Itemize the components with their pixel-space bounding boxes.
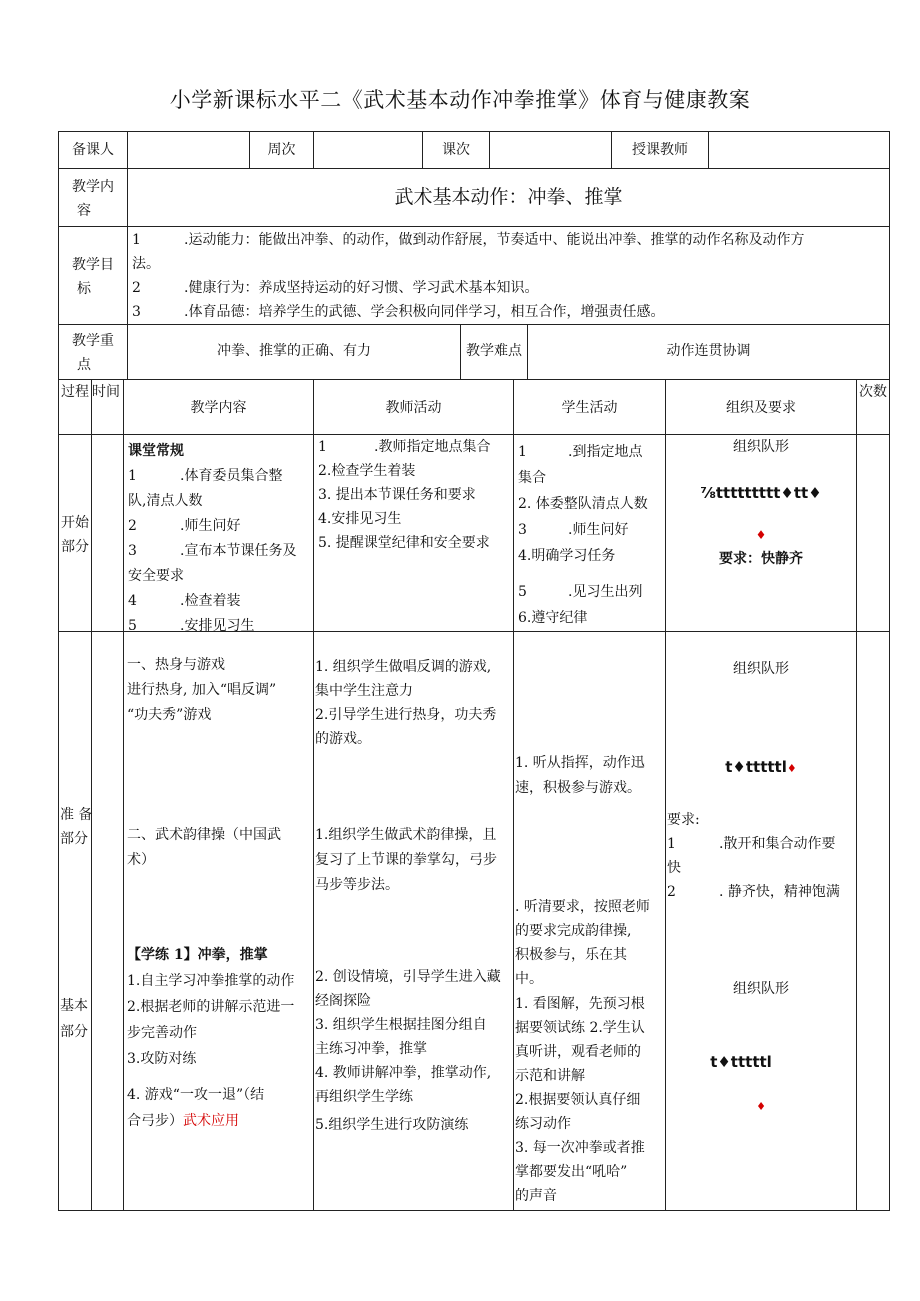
basic-content-title: 【学练 1】冲拳，推掌 — [127, 947, 268, 963]
goal-item: 2 .健康行为：养成坚持运动的好习惯、学习武术基本知识。 — [132, 280, 539, 296]
text-line: 3. 每一次冲拳或者推 — [515, 1140, 645, 1156]
list-item: 5 .安排见习生 — [128, 618, 255, 634]
text-line: 集中学生注意力 — [315, 683, 413, 699]
key-label-line-1: 教学重 — [72, 333, 114, 349]
text-line: 的游戏。 — [315, 731, 371, 747]
text-line: 积极参与，乐在其 — [515, 947, 627, 963]
basic-label-1: 基本 — [60, 998, 88, 1014]
preparer-label: 备课人 — [58, 131, 128, 169]
teacher-diamond-icon: ♦ — [786, 762, 797, 775]
text-line: 2. 创设情境，引导学生进入藏 — [315, 969, 501, 985]
head-student: 学生活动 — [513, 379, 666, 435]
prep-org-title: 组织队形 — [733, 661, 789, 677]
list-item: 3. 提出本节课任务和要求 — [318, 487, 476, 503]
list-item: 2. 体委整队清点人数 — [518, 496, 648, 512]
text-line: 3.攻防对练 — [127, 1051, 197, 1067]
text-line: 1.组织学生做武术韵律操，且 — [315, 827, 497, 843]
wushu-application-highlight: 武术应用 — [183, 1113, 239, 1129]
list-item: 5 .见习生出列 — [518, 584, 643, 600]
text-line: 主练习冲拳，推掌 — [315, 1041, 427, 1057]
start-label-2: 部分 — [61, 539, 89, 555]
org-title: 组织队形 — [733, 439, 789, 455]
list-item: 2.检查学生着装 — [318, 463, 416, 479]
text-line: 据要领试练 2.学生认 — [515, 1020, 645, 1036]
text-line: 4. 游戏“一攻一退”（结 — [127, 1087, 265, 1103]
text-line: 4. 教师讲解冲拳，推掌动作, — [315, 1065, 492, 1081]
org-requirement: 要求：快静齐 — [719, 551, 803, 567]
prep-section-cell — [58, 631, 92, 1211]
week-value — [313, 131, 423, 169]
content-label-line-2: 容 — [77, 203, 91, 219]
prep-teacher-2 — [315, 823, 497, 898]
text-line: 术） — [127, 852, 155, 868]
list-item-cont: 集合 — [518, 470, 546, 486]
prep-content-2 — [127, 823, 281, 873]
teacher-diamond-icon: ♦ — [755, 528, 767, 542]
text-line: 5.组织学生进行攻防演练 — [315, 1117, 469, 1133]
text-line: 1. 组织学生做唱反调的游戏, — [315, 659, 492, 675]
formation-diagram: t♦tttttl — [710, 1053, 772, 1071]
list-item: 4 .检查着装 — [128, 593, 241, 609]
list-item: 1 .教师指定地点集合 — [318, 439, 491, 455]
start-content — [123, 434, 314, 632]
requirement-label: 要求: — [667, 812, 700, 828]
goal-item: 3 .体育品德：培养学生的武德、学会积极向同伴学习，相互合作，增强责任感。 — [132, 304, 665, 320]
list-item-cont: 安全要求 — [128, 568, 184, 584]
prep-section-label — [60, 803, 92, 851]
basic-teacher — [315, 965, 501, 1137]
basic-org-title: 组织队形 — [733, 981, 789, 997]
prep-times — [856, 631, 890, 1211]
start-label-1: 开始 — [61, 515, 89, 531]
requirement-item: 2 . 静齐快，精神饱满 — [667, 884, 840, 900]
text-line: 复习了上节课的拳掌勾，弓步 — [315, 852, 497, 868]
prep-student — [515, 751, 645, 801]
week-label: 周次 — [249, 131, 314, 169]
basic-student — [515, 992, 645, 1208]
teacher-value — [708, 131, 890, 169]
prep-student-2 — [515, 895, 650, 991]
text-line: 2.根据老师的讲解示范进一 — [127, 999, 295, 1015]
basic-section-label — [60, 993, 88, 1045]
list-item: 1 .体育委员集合整 — [128, 468, 283, 484]
prep-formation — [665, 757, 857, 776]
content-label — [58, 168, 128, 227]
start-content-title: 课堂常规 — [128, 443, 184, 459]
head-org: 组织及要求 — [665, 379, 857, 435]
basic-formation — [665, 1052, 817, 1071]
requirement-cont: 快 — [667, 860, 681, 876]
start-times — [856, 434, 890, 632]
requirement-item: 1 .散开和集合动作要 — [667, 836, 836, 852]
lesson-label: 课次 — [422, 131, 490, 169]
head-time: 时间 — [91, 379, 124, 435]
start-time — [91, 434, 124, 632]
head-teacher: 教师活动 — [313, 379, 514, 435]
prep-label-2: 部分 — [60, 831, 88, 847]
key-value: 冲拳、推掌的正确、有力 — [127, 324, 461, 380]
goals-label-line-1: 教学目 — [72, 257, 114, 273]
goals-label-line-2: 标 — [77, 281, 91, 297]
list-item: 1 .到指定地点 — [518, 444, 643, 460]
text-line: 1. 看图解，先预习根 — [515, 996, 645, 1012]
text-line: 示范和讲解 — [515, 1068, 585, 1084]
head-times: 次数 — [856, 379, 890, 435]
formation-diagram: ⅞ttttttttt♦tt♦ — [700, 484, 822, 502]
list-item: 4.安排见习生 — [318, 511, 402, 527]
goals-list — [127, 226, 890, 325]
list-item: 5. 提醒课堂纪律和安全要求 — [318, 535, 490, 551]
teacher-label: 授课教师 — [611, 131, 709, 169]
text-line: 的声音 — [515, 1188, 557, 1204]
text-line: 真听讲，观看老师的 — [515, 1044, 641, 1060]
prep-content — [127, 653, 276, 728]
goal-item-cont: 法。 — [132, 256, 160, 272]
text-line: 2.引导学生进行热身，功夫秀 — [315, 707, 497, 723]
text-line: 马步等步法。 — [315, 877, 399, 893]
prep-requirements — [667, 808, 840, 904]
preparer-value — [127, 131, 250, 169]
key-label — [58, 324, 128, 380]
list-item: 3 .宣布本节课任务及 — [128, 543, 297, 559]
text-line: 3. 组织学生根据挂图分组自 — [315, 1017, 487, 1033]
text-line: 再组织学生学练 — [315, 1089, 413, 1105]
start-student — [513, 434, 666, 632]
start-org — [665, 434, 857, 632]
text-line: 2.根据要领认真仔细 — [515, 1092, 641, 1108]
goals-label — [58, 226, 128, 325]
text-line: 二、武术韵律操（中国武 — [127, 827, 281, 843]
start-teacher — [313, 434, 514, 632]
text-line: 合弓步）武术应用 — [127, 1113, 239, 1129]
basic-label-2: 部分 — [60, 1024, 88, 1040]
text-line: 中。 — [515, 971, 543, 987]
text-line: 进行热身, 加入“唱反调” — [127, 682, 277, 698]
text-line: 练习动作 — [515, 1116, 571, 1132]
key-label-line-2: 点 — [77, 357, 91, 373]
text-line: 一、热身与游戏 — [127, 657, 225, 673]
difficulty-value: 动作连贯协调 — [527, 324, 890, 380]
start-section-label — [58, 434, 92, 632]
prep-org-cell — [665, 631, 857, 1211]
lesson-value — [489, 131, 612, 169]
difficulty-label: 教学难点 — [460, 324, 528, 380]
list-item-cont: 队,清点人数 — [128, 493, 203, 509]
list-item: 3 .师生问好 — [518, 522, 629, 538]
page-title: 小学新课标水平二《武术基本动作冲拳推掌》体育与健康教案 — [169, 88, 751, 112]
list-item: 4.明确学习任务 — [518, 548, 616, 564]
text-line: 速，积极参与游戏。 — [515, 780, 641, 796]
text-line: 1. 听从指挥，动作迅 — [515, 755, 645, 771]
head-content: 教学内容 — [123, 379, 314, 435]
text-line: 经阁探险 — [315, 993, 371, 1009]
prep-label-1: 准 备 — [60, 807, 93, 823]
list-item: 2 .师生问好 — [128, 518, 241, 534]
prep-time — [91, 631, 124, 1211]
basic-content — [127, 942, 294, 1134]
text-line: . 听清要求，按照老师 — [515, 899, 650, 915]
head-process: 过程 — [58, 379, 92, 435]
content-value: 武术基本动作：冲拳、推掌 — [127, 168, 890, 227]
prep-teacher — [315, 655, 496, 751]
text-line: “功夫秀”游戏 — [127, 707, 212, 723]
text-line: 的要求完成韵律操, — [515, 923, 632, 939]
teacher-diamond-icon: ♦ — [756, 1100, 766, 1113]
formation-diagram: t♦tttttl — [725, 758, 787, 776]
list-item: 6.遵守纪律 — [518, 610, 588, 626]
text-line: 步完善动作 — [127, 1025, 197, 1041]
goal-item: 1 .运动能力：能做出冲拳、的动作，做到动作舒展，节奏适中、能说出冲拳、推掌的动作名称及动作方 — [132, 232, 805, 248]
content-label-line-1: 教学内 — [72, 179, 114, 195]
text-line: 1.自主学习冲拳推掌的动作 — [127, 973, 295, 989]
text-line: 掌都要发出“吼哈” — [515, 1164, 628, 1180]
